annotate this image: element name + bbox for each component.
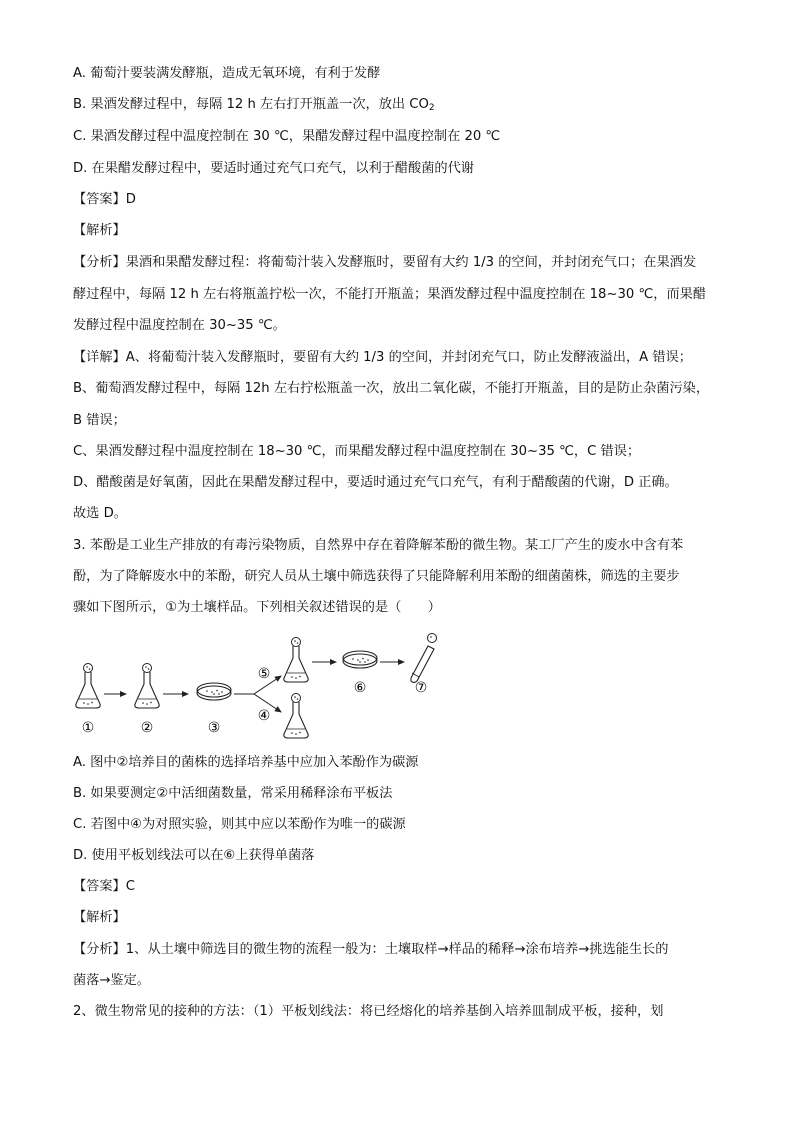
q2-option-b-text: B. 果酒发酵过程中，每隔 12 h 左右打开瓶盖一次，放出 CO: [73, 97, 429, 112]
q3-stem-line: 3. 苯酚是工业生产排放的有毒污染物质，自然界中存在着降解苯酚的微生物。某工厂产生的废水中含有苯: [73, 538, 684, 553]
q2-detail-line: B、葡萄酒发酵过程中，每隔 12h 左右拧松瓶盖一次，放出二氧化碳，不能打开瓶盖，目的是防止杂菌污染，: [73, 381, 710, 396]
q2-detail-line: B 错误；: [73, 413, 126, 428]
label-3: ③: [207, 720, 221, 736]
flask-4: [284, 694, 308, 739]
flask-1: [76, 664, 100, 709]
label-5: ⑤: [257, 666, 271, 682]
flask-2: [135, 664, 159, 709]
q3-option-b: B. 如果要测定②中活细菌数量，常采用稀释涂布平板法: [73, 786, 393, 801]
q2-detail-line: D、醋酸菌是好氧菌，因此在果醋发酵过程中，要适时通过充气口充气，有利于醋酸菌的代谢，D 正确。: [73, 475, 678, 490]
label-4: ④: [257, 708, 271, 724]
q2-analysis-line: 发酵过程中温度控制在 30~35 ℃。: [73, 318, 286, 333]
petri-dish-6: [343, 651, 377, 668]
flask-5: [284, 638, 308, 683]
q3-option-a: A. 图中②培养目的菌株的选择培养基中应加入苯酚作为碳源: [73, 755, 419, 770]
q2-option-a: A. 葡萄汁要装满发酵瓶，造成无氧环境，有利于发酵: [73, 66, 381, 81]
q2-detail-line: 【详解】A、将葡萄汁装入发酵瓶时，要留有大约 1/3 的空间，并封闭充气口，防止发酵液溢出，A 错误；: [73, 350, 692, 365]
q3-answer: 【答案】C: [73, 879, 135, 894]
q2-detail-line: C、果酒发酵过程中温度控制在 18~30 ℃，而果醋发酵过程中温度控制在 30~35 ℃，C 错误；: [73, 444, 641, 459]
q2-option-b: [73, 96, 435, 117]
bacteria-screening-flow-diagram: [68, 624, 468, 744]
q3-option-d: D. 使用平板划线法可以在⑥上获得单菌落: [73, 848, 315, 863]
q3-analysis-line: 菌落→鉴定。: [73, 973, 150, 988]
petri-dish-3: [197, 683, 231, 700]
q3-analysis-heading: 【解析】: [73, 910, 126, 925]
q3-stem-line: 酚，为了降解废水中的苯酚，研究人员从土壤中筛选获得了只能降解利用苯酚的细菌菌株，筛选的主要步: [73, 569, 680, 584]
q2-detail-line: 故选 D。: [73, 506, 127, 521]
label-2: ②: [140, 720, 154, 736]
q2-analysis-heading: 【解析】: [73, 223, 126, 238]
q3-analysis-line: 2、微生物常见的接种的方法：（1）平板划线法：将已经熔化的培养基倒入培养皿制成平板，接种，划: [73, 1004, 664, 1019]
q3-stem-line: 骤如下图所示，①为土壤样品。下列相关叙述错误的是（ ）: [73, 600, 441, 615]
q2-option-b-subscript: 2: [428, 103, 435, 113]
q2-option-d: D. 在果醋发酵过程中，要适时通过充气口充气，以利于醋酸菌的代谢: [73, 161, 474, 176]
q2-answer: 【答案】D: [73, 192, 136, 207]
label-7: ⑦: [414, 680, 428, 696]
label-6: ⑥: [353, 680, 367, 696]
q3-option-c: C. 若图中④为对照实验，则其中应以苯酚作为唯一的碳源: [73, 817, 406, 832]
q3-analysis-line: 【分析】1、从土壤中筛选目的微生物的流程一般为：土壤取样→样品的稀释→涂布培养→挑选能生长的: [73, 942, 669, 957]
q2-analysis-line: 【分析】果酒和果醋发酵过程：将葡萄汁装入发酵瓶时，要留有大约 1/3 的空间，并封闭充气口；在果酒发: [73, 255, 697, 270]
q2-analysis-line: 酵过程中，每隔 12 h 左右将瓶盖拧松一次，不能打开瓶盖；果酒发酵过程中温度控制在 18~30 ℃，而果醋: [73, 287, 707, 302]
test-tube-7: [411, 634, 437, 683]
label-1: ①: [81, 720, 95, 736]
q2-option-c: C. 果酒发酵过程中温度控制在 30 ℃，果醋发酵过程中温度控制在 20 ℃: [73, 129, 501, 144]
